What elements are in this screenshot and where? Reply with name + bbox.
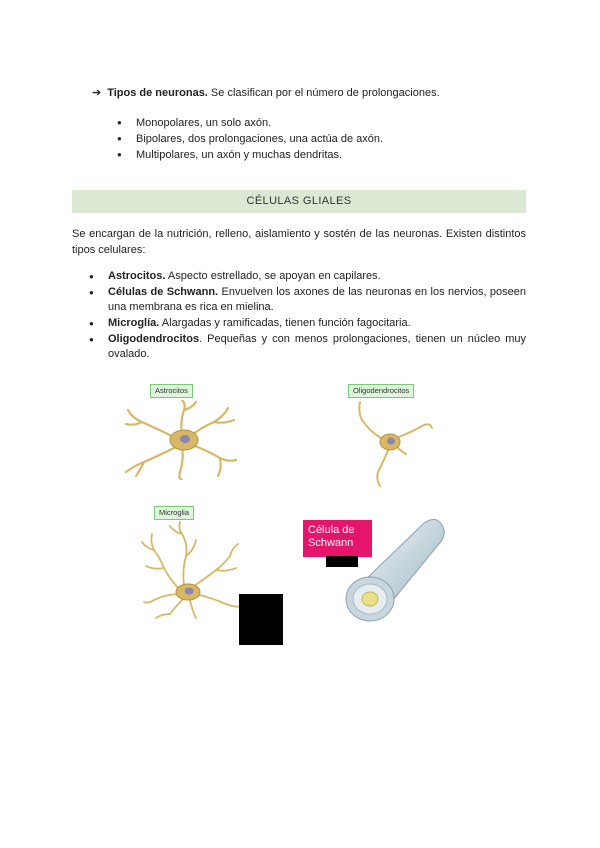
neuron-types-heading (92, 86, 440, 99)
neuron-types-title: Tipos de neuronas. (107, 87, 208, 99)
neuron-types-text: Se clasifican por el número de prolongaciones. (207, 87, 440, 99)
microglia-label: Microglia (154, 506, 194, 520)
glial-type-desc: Alargadas y ramificadas, tienen función fagocitaria. (159, 317, 411, 329)
list-item: ● Bipolares, dos prolongaciones, una actúa de axón. (117, 131, 383, 147)
glial-type-desc: Envuelven los axones de las neuronas en los nervios, poseen una membrana es rica en mielina. (108, 286, 527, 313)
glial-type-name: Astrocitos. (108, 270, 166, 282)
arrow-icon: ➔ (92, 87, 102, 99)
list-item (72, 269, 526, 284)
astrocitos-label: Astrocitos (150, 384, 193, 398)
glial-types-list (72, 269, 526, 363)
oligodendrocitos-label: Oligodendrocitos (348, 384, 414, 398)
redaction-box (326, 556, 358, 567)
redaction-box (239, 594, 283, 645)
glial-type-desc: . Pequeñas y con menos prolongaciones, tienen un núcleo muy ovalado. (108, 333, 526, 360)
list-item (72, 316, 526, 331)
glial-type-name: Microglía. (108, 317, 160, 329)
glial-type-name: Oligodendrocitos (108, 333, 200, 345)
glial-type-name: Células de Schwann. (108, 286, 219, 298)
section-banner: CÉLULAS GLIALES (72, 190, 526, 213)
intro-paragraph: Se encargan de la nutrición, relleno, aislamiento y sostén de las neuronas. Existen distintos tipos celulares: (72, 228, 526, 256)
list-item: ● Monopolares, un solo axón. (117, 115, 383, 131)
schwann-label: Célula de Schwann (303, 520, 372, 557)
astrocyte-illustration (120, 400, 240, 480)
microglia-illustration (140, 520, 250, 620)
neuron-types-list (117, 115, 383, 163)
list-item (72, 285, 526, 315)
list-item (72, 332, 526, 362)
list-item: ● Multipolares, un axón y muchas dendritas. (117, 147, 383, 163)
oligodendrocyte-illustration (350, 398, 440, 488)
glial-type-desc: Aspecto estrellado, se apoyan en capilares. (165, 270, 381, 282)
schwann-cell-illustration (340, 515, 450, 625)
